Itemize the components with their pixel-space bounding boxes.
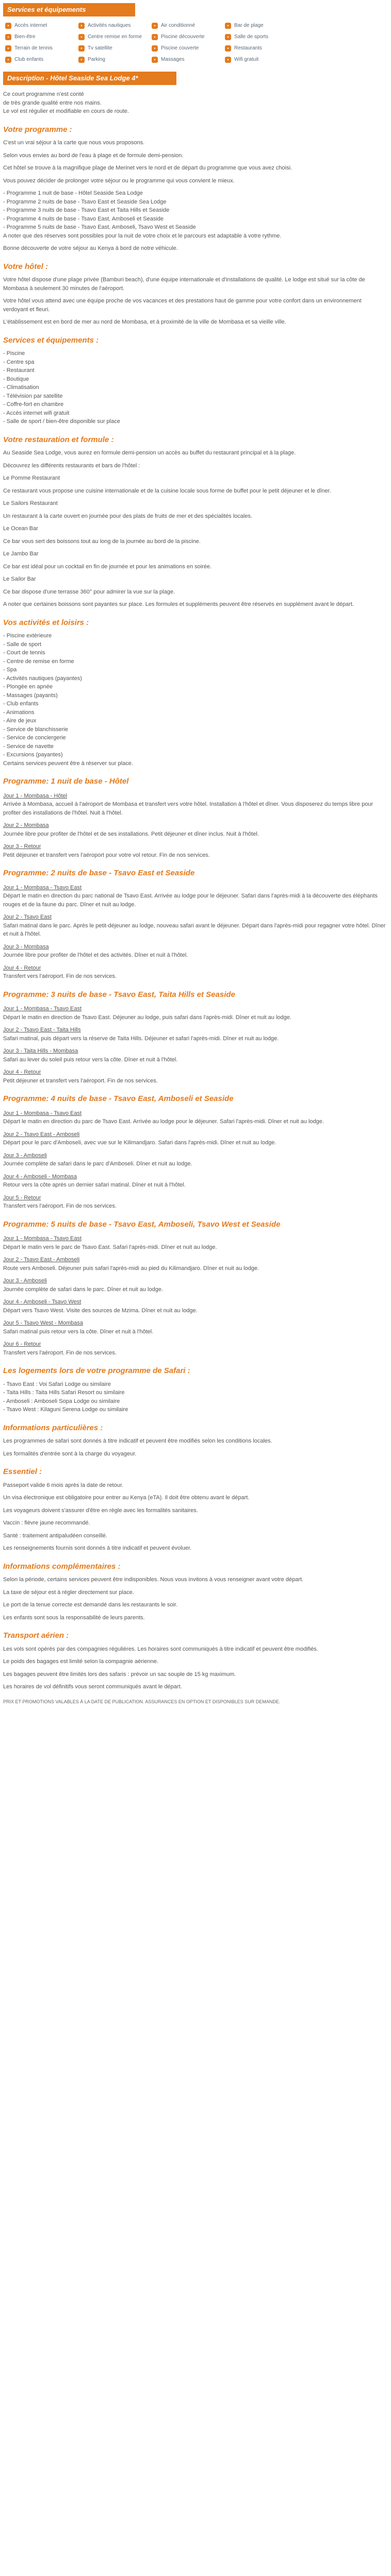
day-text: Départ vers Tsavo West. Visite des sources de Mzima. Dîner et nuit au lodge. <box>3 1307 198 1314</box>
section-paragraph: Les vols sont opérés par des compagnies régulières. Les horaires sont communiqués à titre indicatif et peuvent être modifiés. <box>3 1646 318 1652</box>
list-item: - Club enfants <box>3 701 39 707</box>
day-entry <box>3 1194 388 1211</box>
section-title: Votre hôtel : <box>3 262 48 271</box>
day-text: Départ le matin vers le parc de Tsavo East. Safari l'après-midi. Dîner et nuit au lodge. <box>3 1244 217 1250</box>
section <box>3 124 388 253</box>
day-title: Jour 2 - Tsavo East - Taita Hills <box>3 1027 81 1033</box>
day-entry <box>3 1340 388 1357</box>
pool-icon: • <box>152 34 158 40</box>
section-title: Transport aérien : <box>3 1631 69 1640</box>
section-title: Essentiel : <box>3 1467 42 1476</box>
day-text: Transfert vers l'aéroport. Fin de nos services. <box>3 1349 117 1356</box>
bar-icon: • <box>225 23 231 29</box>
section-title: Informations particulières : <box>3 1423 103 1432</box>
day-text: Safari matinal, puis départ vers la réserve de Taita Hills. Déjeuner et safari l'après-midi. Dîner et nuit au lodge. <box>3 1035 279 1042</box>
section-title: Vos activités et loisirs : <box>3 618 89 627</box>
section-paragraph: Santé : traitement antipaludéen conseillé. <box>3 1532 107 1539</box>
section-title: Services et équipements : <box>3 335 99 345</box>
day-entry <box>3 1277 388 1294</box>
kids-icon: • <box>5 57 11 63</box>
section-paragraph: Ce bar est idéal pour un cocktail en fin de journée et pour les animations en soirée. <box>3 563 212 570</box>
amenity-item <box>5 33 74 41</box>
day-text: Départ le matin en direction du parc national de Tsavo East. Arrivée au lodge pour le déjeuner. Safari dans l'après-midi à la découverte des éléphants rouges et de la faune du parc. Dîner et nuit au lodge. <box>3 893 378 908</box>
amenity-label: Bar de plage <box>234 23 264 28</box>
day-text: Safari matinal puis retour vers la côte. Dîner et nuit à l'hôtel. <box>3 1328 154 1335</box>
amenity-label: Activités nautiques <box>88 23 131 28</box>
list-item: - Programme 3 nuits de base - Tsavo East et Taita Hills et Seaside <box>3 207 170 213</box>
amenity-item <box>225 44 294 52</box>
intro-line: Ce court programme n'est conté <box>3 91 84 97</box>
section-paragraph: Passeport valide 6 mois après la date de retour. <box>3 1482 123 1488</box>
day-entry <box>3 884 388 909</box>
section <box>3 868 388 981</box>
day-title: Jour 3 - Amboseli <box>3 1278 47 1284</box>
wifi-icon: • <box>225 57 231 63</box>
day-text: Départ le matin en direction de Tsavo East. Déjeuner au lodge, puis safari dans l'après-midi. Dîner et nuit au lodge. <box>3 1014 291 1021</box>
section-paragraph: Au Seaside Sea Lodge, vous aurez en formule demi-pension un accès au buffet du restaurant principal et à la plage. <box>3 450 296 456</box>
list-item: - Spa <box>3 667 17 673</box>
day-title: Jour 3 - Mombasa <box>3 943 49 950</box>
list-item: - Accès internet wifi gratuit <box>3 410 70 416</box>
day-text: Petit déjeuner et transfert vers l'aéroport. Fin de nos services. <box>3 1077 158 1084</box>
amenity-label: Restaurants <box>234 45 262 51</box>
amenity-label: Centre remise en forme <box>88 34 142 40</box>
section-paragraph: Un restaurant à la carte ouvert en journée pour des plats de fruits de mer et des spécialités locales. <box>3 513 253 519</box>
list-item: - Piscine <box>3 350 25 357</box>
section-title: Programme: 4 nuits de base - Tsavo East, Amboseli et Seaside <box>3 1094 234 1103</box>
list-item: - Court de tennis <box>3 650 45 656</box>
amenity-item <box>5 44 74 52</box>
section <box>3 989 388 1086</box>
day-title: Jour 3 - Taita Hills - Mombasa <box>3 1048 78 1054</box>
day-text: Safari matinal dans le parc. Après le petit-déjeuner au lodge, nouveau safari avant le déjeuner. Départ dans l'après-midi pour regagner votre hôtel. Dîner et nuit à l'hôtel. <box>3 922 386 937</box>
amenity-item <box>152 22 221 29</box>
day-text: Journée complète de safari dans le parc. Dîner et nuit au lodge. <box>3 1286 164 1293</box>
accessibility-icon: • <box>5 23 11 29</box>
section-paragraph: Le port de la tenue correcte est demandé dans les restaurants le soir. <box>3 1602 178 1608</box>
section-title: Les logements lors de votre programme de Safari : <box>3 1366 190 1375</box>
section-paragraph: Les enfants sont sous la responsabilité de leurs parents. <box>3 1614 145 1621</box>
day-entry <box>3 1234 388 1251</box>
day-text: Départ pour le parc d'Amboseli, avec vue sur le Kilimandjaro. Safari dans l'après-midi. Dîner et nuit au lodge. <box>3 1140 276 1146</box>
list-item: - Service de conciergerie <box>3 735 66 741</box>
tv-icon: • <box>78 45 85 52</box>
section-paragraph: Les formalités d'entrée sont à la charge du voyageur. <box>3 1450 137 1457</box>
wellness-icon: • <box>5 34 11 40</box>
list-item: - Amboseli : Amboseli Sopa Lodge ou similaire <box>3 1398 120 1404</box>
section-paragraph: A noter que certaines boissons sont payantes sur place. Les formules et suppléments peuvent être réservés en supplément avant le départ. <box>3 601 354 607</box>
day-entry <box>3 964 388 981</box>
day-title: Jour 3 - Amboseli <box>3 1152 47 1159</box>
list-item: - Massages (payants) <box>3 692 58 699</box>
section <box>3 434 388 609</box>
day-text: Safari au lever du soleil puis retour vers la côte. Dîner et nuit à l'hôtel. <box>3 1056 178 1063</box>
list-item: - Taita Hills : Taita Hills Safari Resort ou similaire <box>3 1389 125 1396</box>
section-paragraph: L'établissement est en bord de mer au nord de Mombasa, et à proximité de la ville de Mombasa et sa vieille ville. <box>3 319 286 325</box>
day-text: Transfert vers l'aéroport. Fin de nos services. <box>3 973 117 979</box>
section-paragraph: Cet hôtel se trouve à la magnifique plage de Merinet vers le nord et de départ du programme que vous avez choisi. <box>3 165 292 171</box>
restaurant-icon: • <box>225 45 231 52</box>
day-entry <box>3 1068 388 1085</box>
day-text: Route vers Amboseli. Déjeuner puis safari l'après-midi au pied du Kilimandjaro. Dîner et nuit au lodge. <box>3 1265 259 1272</box>
amenity-item <box>225 22 294 29</box>
section-after: A noter que des réserves sont possibles pour la nuit de votre choix et le parcours est adaptable à votre rythme. <box>3 232 282 239</box>
day-title: Jour 3 - Retour <box>3 843 41 850</box>
section-paragraph: Le Jambo Bar <box>3 551 39 557</box>
amenity-label: Tv satellite <box>88 45 112 51</box>
day-entry <box>3 1319 388 1336</box>
section-paragraph: Le Pomme Restaurant <box>3 475 60 481</box>
list-item: - Service de navette <box>3 743 54 750</box>
massage-icon: • <box>152 57 158 63</box>
section <box>3 261 388 327</box>
day-entry <box>3 1256 388 1273</box>
list-item: - Restaurant <box>3 367 35 374</box>
amenity-item <box>78 22 148 29</box>
footer-note: PRIX ET PROMOTIONS VALABLES À LA DATE DE PUBLICATION. ASSURANCES EN OPTION ET DISPONIBLES SUR DEMANDE. <box>3 1699 281 1704</box>
amenity-item <box>152 44 221 52</box>
amenity-item <box>5 22 74 29</box>
list-item: - Programme 2 nuits de base - Tsavo East et Seaside Sea Lodge <box>3 198 167 205</box>
description-banner: Description - Hôtel Seaside Sea Lodge 4* <box>3 72 176 85</box>
list-item: - Salle de sport <box>3 641 41 648</box>
day-entry <box>3 1151 388 1168</box>
day-title: Jour 2 - Tsavo East <box>3 914 52 920</box>
day-text: Départ le matin en direction du parc de Tsavo East. Arrivée au lodge pour le déjeuner. Safari l'après-midi. Dîner et nuit au lodge. <box>3 1118 324 1125</box>
day-title: Jour 1 - Mombasa - Tsavo East <box>3 1235 82 1242</box>
amenity-label: Wifi gratuit <box>234 57 259 62</box>
amenity-label: Accès internet <box>14 23 47 28</box>
spa-icon: • <box>78 34 85 40</box>
list-item: - Aire de jeux <box>3 718 37 724</box>
section-list <box>3 632 388 759</box>
amenity-label: Piscine découverte <box>161 34 205 40</box>
list-item: - Activités nautiques (payantes) <box>3 675 82 682</box>
section <box>3 776 388 859</box>
section <box>3 1422 388 1459</box>
day-title: Jour 4 - Retour <box>3 964 41 971</box>
section-paragraph: Votre hôtel dispose d'une plage privée (Bamburi beach), d'une équipe internationale et d'installations de qualité. Le lodge est situé sur la côte de Mombasa à seulement 30 minutes de l'aéroport. <box>3 277 365 292</box>
day-title: Jour 5 - Tsavo West - Mombasa <box>3 1320 83 1326</box>
intro-line: Le vol est régulier et modifiable en cours de route. <box>3 108 129 114</box>
section <box>3 1365 388 1414</box>
list-item: - Centre de remise en forme <box>3 658 74 665</box>
section-paragraph: Les bagages peuvent être limités lors des safaris : prévoir un sac souple de 15 kg maximum. <box>3 1671 236 1677</box>
section-paragraph: Ce bar vous sert des boissons tout au long de la journée au bord de la piscine. <box>3 538 201 545</box>
section-paragraph: Les programmes de safari sont donnés à titre indicatif et peuvent être modifiés selon les conditions locales. <box>3 1438 272 1444</box>
intro <box>3 90 388 116</box>
list-item: - Programme 5 nuits de base - Tsavo East, Amboseli, Tsavo West et Seaside <box>3 224 196 230</box>
amenities-grid <box>3 16 296 66</box>
bath-icon: • <box>225 34 231 40</box>
list-item: - Animations <box>3 709 35 716</box>
section-title: Votre programme : <box>3 125 72 134</box>
day-title: Jour 4 - Amboseli - Mombasa <box>3 1173 77 1180</box>
amenity-item <box>225 56 294 63</box>
day-text: Retour vers la côte après un dernier safari matinal. Dîner et nuit à l'hôtel. <box>3 1182 186 1188</box>
amenity-item <box>78 44 148 52</box>
amenity-item <box>225 33 294 41</box>
intro-line: de très grande qualité entre nos mains. <box>3 99 102 106</box>
section-title: Programme: 1 nuit de base - Hôtel <box>3 777 129 786</box>
section-paragraph: Le Sailors Restaurant <box>3 500 58 506</box>
parking-icon: • <box>78 57 85 63</box>
day-title: Jour 6 - Retour <box>3 1341 41 1347</box>
day-entry <box>3 913 388 939</box>
amenity-item <box>152 56 221 63</box>
day-title: Jour 1 - Mombasa - Tsavo East <box>3 884 82 891</box>
amenity-label: Massages <box>161 57 185 62</box>
section-paragraph: Un visa électronique est obligatoire pour entrer au Kenya (eTA). Il doit être obtenu avant le départ. <box>3 1495 250 1501</box>
section <box>3 1219 388 1358</box>
section-paragraph: Le poids des bagages est limité selon la compagnie aérienne. <box>3 1658 158 1665</box>
section-title: Informations complémentaires : <box>3 1562 121 1571</box>
tennis-icon: • <box>5 45 11 52</box>
list-item: - Service de blanchisserie <box>3 726 68 733</box>
day-title: Jour 2 - Mombasa <box>3 822 49 828</box>
day-entry <box>3 842 388 859</box>
day-entry <box>3 1005 388 1022</box>
day-title: Jour 5 - Retour <box>3 1194 41 1201</box>
amenity-label: Bien-être <box>14 34 36 40</box>
section-title: Votre restauration et formule : <box>3 435 114 444</box>
list-item: - Salle de sport / bien-être disponible sur place <box>3 418 120 425</box>
list-item: - Climatisation <box>3 384 39 391</box>
section-after: Certains services peuvent être à réserver sur place. <box>3 760 133 767</box>
day-entry <box>3 1298 388 1315</box>
amenity-label: Piscine couverte <box>161 45 199 51</box>
list-item: - Tsavo West : Kilaguni Serena Lodge ou similaire <box>3 1406 128 1413</box>
section-paragraph: Le Ocean Bar <box>3 526 38 532</box>
day-entry <box>3 1173 388 1190</box>
amenity-label: Air conditionné <box>161 23 196 28</box>
sections <box>3 124 388 1691</box>
section-paragraph: Ce bar dispose d'une terrasse 360° pour admirer la vue sur la plage. <box>3 588 175 595</box>
ac-icon: • <box>152 23 158 29</box>
section-paragraph: Vaccin : fièvre jaune recommandé. <box>3 1520 90 1526</box>
list-item: - Piscine extérieure <box>3 633 52 639</box>
day-text: Journée libre pour profiter de l'hôtel et de ses installations. Petit déjeuner et dîner inclus. Nuit à l'hôtel. <box>3 831 259 837</box>
activities-icon: • <box>78 23 85 29</box>
section-paragraph: Selon vous envies au bord de l'eau à plage et de formule demi-pension. <box>3 152 184 159</box>
section-paragraph: Les renseignements fournis sont donnés à titre indicatif et peuvent évoluer. <box>3 1545 192 1551</box>
section-paragraph: Les horaires de vol définitifs vous seront communiqués avant le départ. <box>3 1684 182 1690</box>
section-paragraph: La taxe de séjour est à régler directement sur place. <box>3 1589 134 1596</box>
amenity-label: Parking <box>88 57 105 62</box>
section <box>3 1466 388 1553</box>
section-title: Programme: 5 nuits de base - Tsavo East, Amboseli, Tsavo West et Seaside <box>3 1219 281 1229</box>
list-item: - Programme 1 nuit de base - Hôtel Seaside Sea Lodge <box>3 190 143 196</box>
section-paragraph: C'est un vrai séjour à la carte que nous vous proposons. <box>3 140 145 146</box>
pool2-icon: • <box>152 45 158 52</box>
day-entry <box>3 821 388 838</box>
services-banner: Services et équipements <box>3 3 135 16</box>
section-paragraph: Ce restaurant vous propose une cuisine internationale et de la cuisine locale sous forme de buffet pour le petit déjeuner et le dîner. <box>3 487 331 494</box>
section-list <box>3 1380 388 1414</box>
day-entry <box>3 1047 388 1064</box>
section-paragraph: Votre hôtel vous attend avec une équipe proche de vos vacances et des prestations haut de gamme pour votre confort dans un environnement verdoyant et fleuri. <box>3 298 362 313</box>
section-title: Programme: 3 nuits de base - Tsavo East, Taita Hills et Seaside <box>3 990 235 999</box>
day-title: Jour 1 - Mombasa - Tsavo East <box>3 1006 82 1012</box>
amenity-item <box>78 33 148 41</box>
day-text: Arrivée à Mombasa, accueil à l'aéroport de Mombasa et transfert vers votre hôtel. Installation à l'hôtel et dîner. Vous disposerez du temps libre pour profiter des installations de l'hôtel. Nuit à l'hôtel. <box>3 801 373 816</box>
section-after: Bonne découverte de votre séjour au Kenya à bord de notre véhicule. <box>3 245 178 251</box>
amenity-label: Club enfants <box>14 57 44 62</box>
section-paragraph: Les voyageurs doivent s'assurer d'être en règle avec les formalités sanitaires. <box>3 1507 198 1514</box>
list-item: - Coffre-fort en chambre <box>3 401 64 408</box>
section-paragraph: Selon la période, certains services peuvent être indisponibles. Nous vous invitons à vous renseigner avant votre départ. <box>3 1577 304 1583</box>
list-item: - Plongée en apnée <box>3 684 53 690</box>
section <box>3 335 388 426</box>
section-paragraph: Le Sailor Bar <box>3 576 36 582</box>
amenity-label: Salle de sports <box>234 34 269 40</box>
day-text: Petit déjeuner et transfert vers l'aéroport pour votre vol retour. Fin de nos services. <box>3 852 210 858</box>
day-entry <box>3 1130 388 1147</box>
day-text: Transfert vers l'aéroport. Fin de nos services. <box>3 1203 117 1209</box>
day-title: Jour 2 - Tsavo East - Amboseli <box>3 1131 80 1138</box>
section <box>3 1630 388 1691</box>
list-item: - Télévision par satellite <box>3 393 63 399</box>
list-item: - Centre spa <box>3 359 35 365</box>
section-list <box>3 349 388 426</box>
amenity-label: Terrain de tennis <box>14 45 53 51</box>
list-item: - Programme 4 nuits de base - Tsavo East, Amboseli et Seaside <box>3 215 164 222</box>
section <box>3 617 388 768</box>
day-title: Jour 1 - Mombasa - Hôtel <box>3 792 68 799</box>
day-entry <box>3 943 388 960</box>
section <box>3 1561 388 1622</box>
amenity-item <box>5 56 74 63</box>
day-title: Jour 4 - Amboseli - Tsavo West <box>3 1299 82 1305</box>
day-text: Journée libre pour profiter de l'hôtel et des activités. Dîner et nuit à l'hôtel. <box>3 952 188 958</box>
day-entry <box>3 792 388 818</box>
day-entry <box>3 1109 388 1126</box>
section <box>3 1093 388 1211</box>
day-entry <box>3 1026 388 1043</box>
day-title: Jour 2 - Tsavo East - Amboseli <box>3 1257 80 1263</box>
day-text: Journée complète de safari dans le parc d'Amboseli. Dîner et nuit au lodge. <box>3 1161 192 1167</box>
day-title: Jour 1 - Mombasa - Tsavo East <box>3 1110 82 1116</box>
section-list <box>3 189 388 232</box>
list-item: - Tsavo East : Voi Safari Lodge ou similaire <box>3 1381 111 1387</box>
amenity-item <box>152 33 221 41</box>
section-paragraph: Découvrez les différents restaurants et bars de l'hôtel : <box>3 462 140 469</box>
list-item: - Excursions (payantes) <box>3 752 63 758</box>
day-title: Jour 4 - Retour <box>3 1069 41 1075</box>
section-title: Programme: 2 nuits de base - Tsavo East et Seaside <box>3 869 195 877</box>
amenity-item <box>78 56 148 63</box>
list-item: - Boutique <box>3 376 29 382</box>
section-paragraph: Vous pouvez décider de prolonger votre séjour ou le programme qui vous convient le mieux. <box>3 177 235 184</box>
